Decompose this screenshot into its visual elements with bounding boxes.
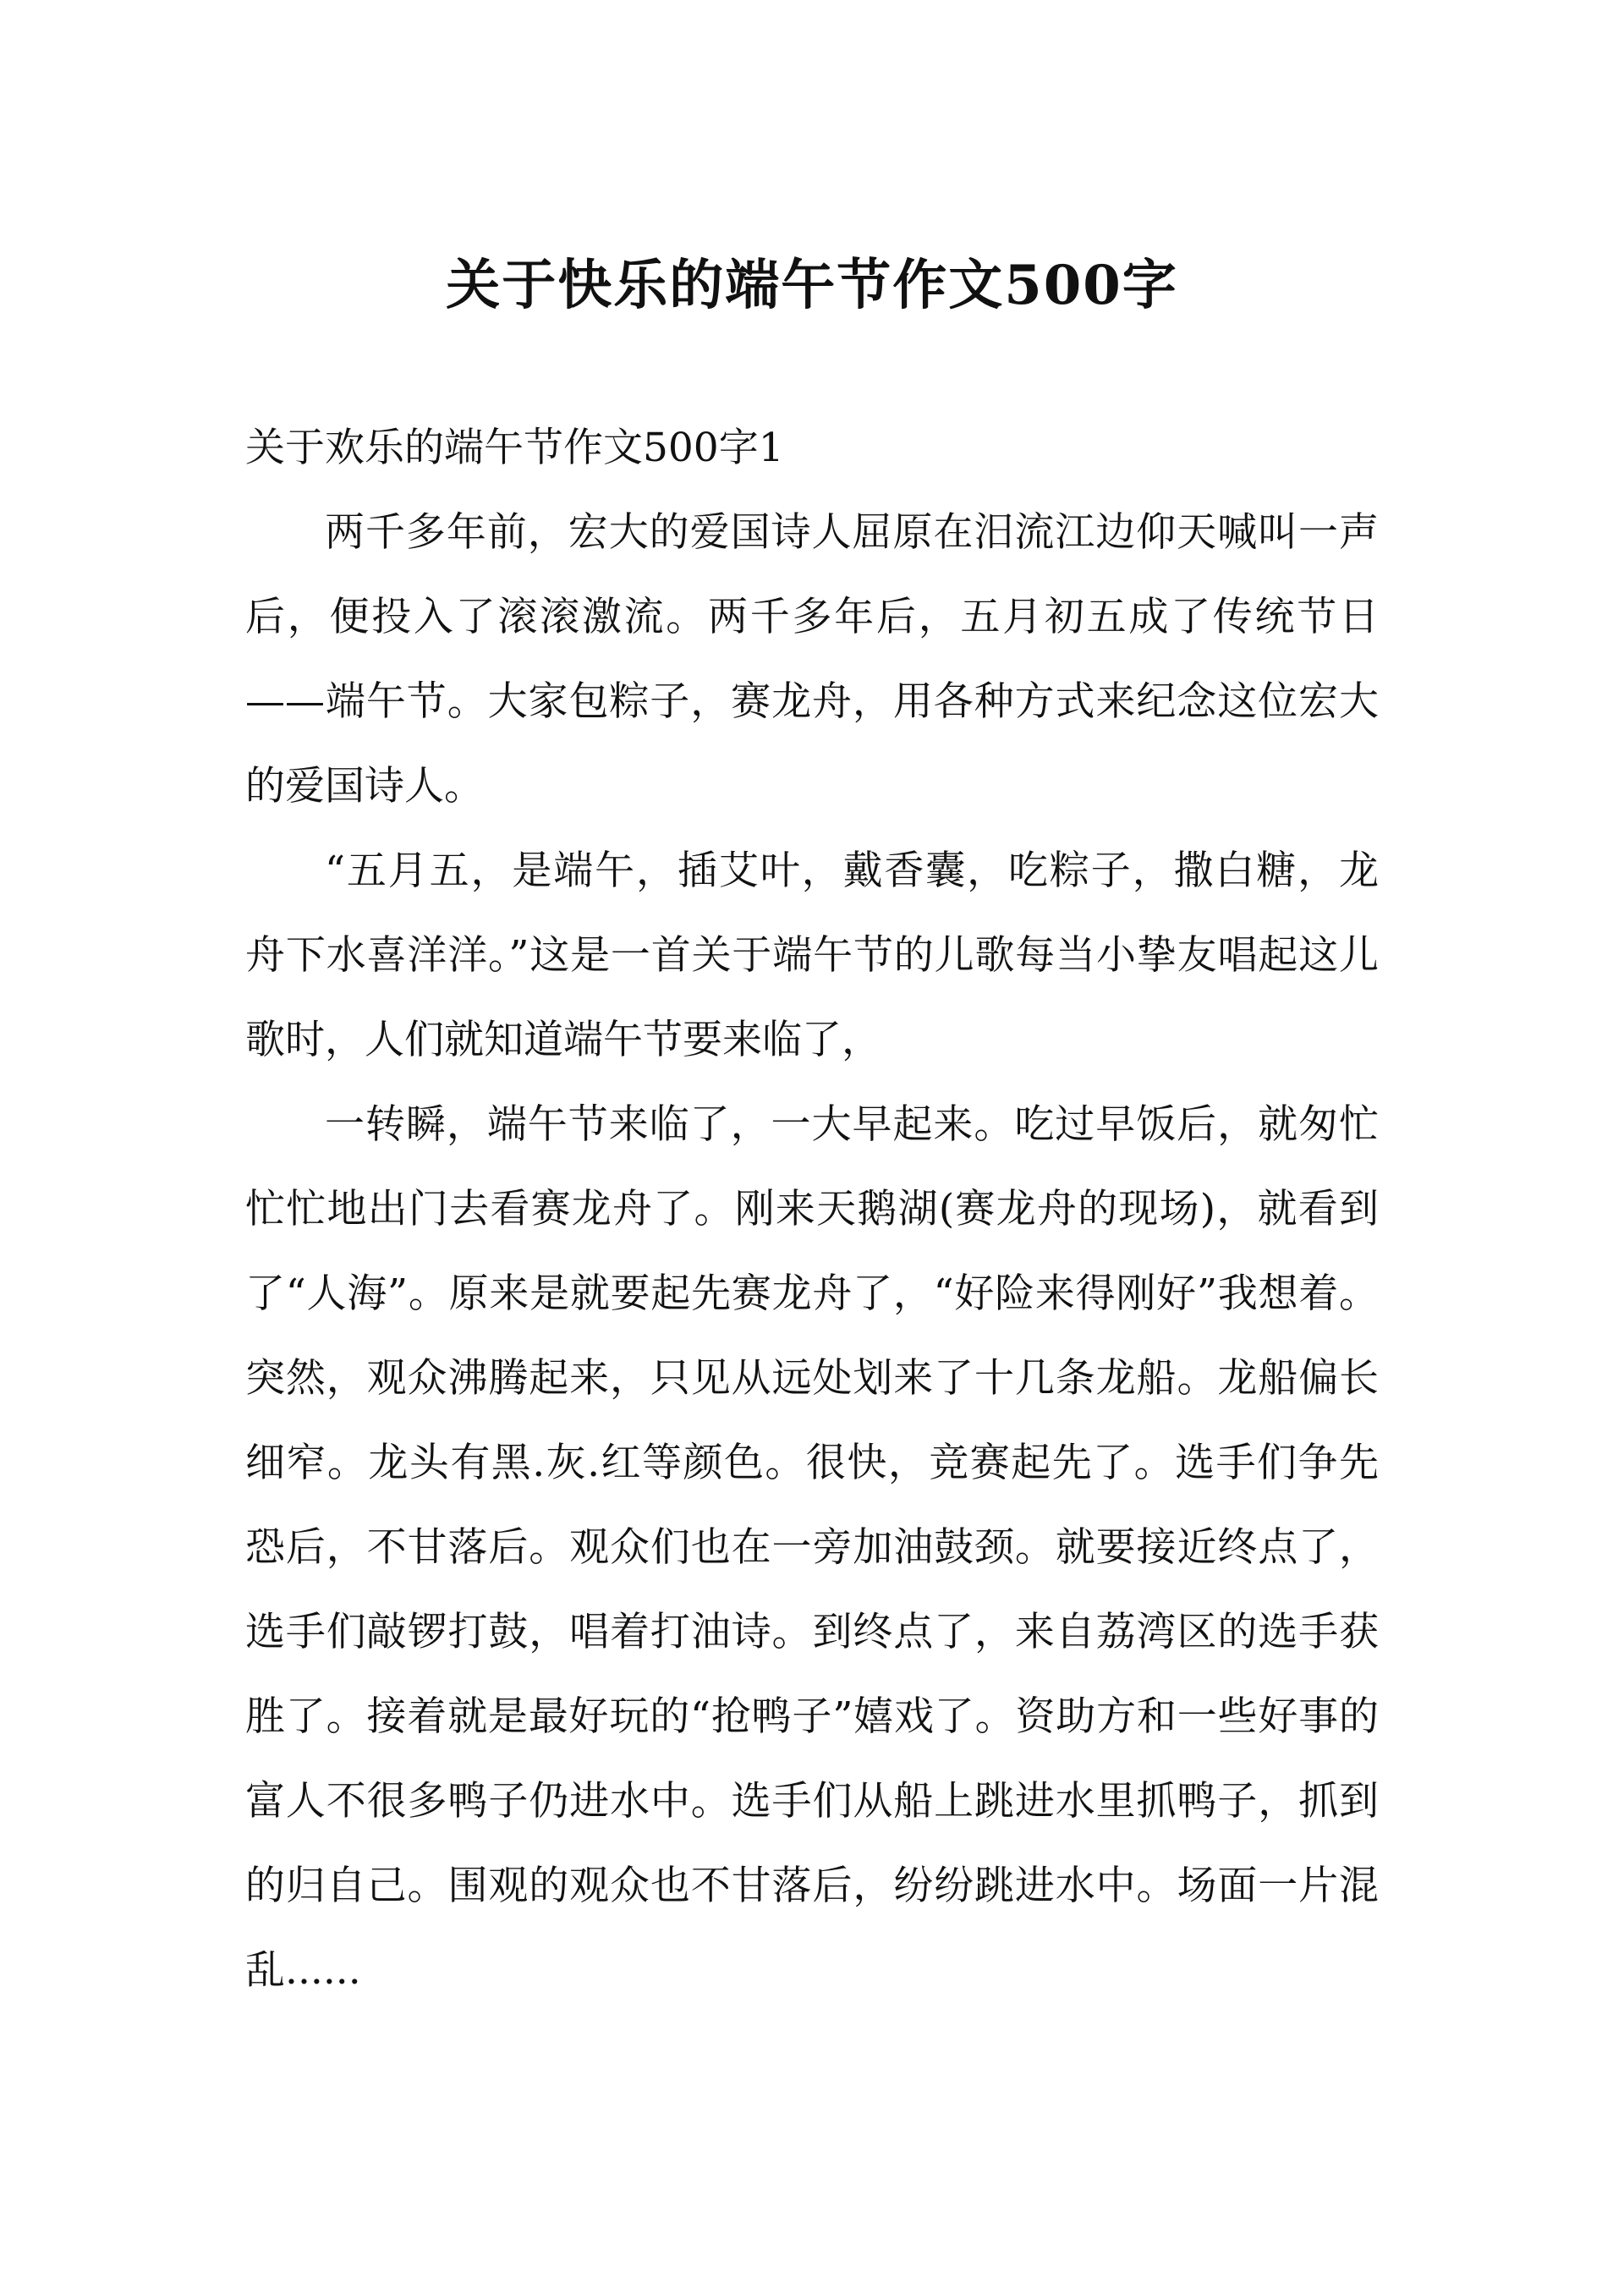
document-body <box>245 406 1379 2013</box>
paragraph-1: 两千多年前，宏大的爱国诗人屈原在汨流江边仰天喊叫一声后，便投入了滚滚激流。两千多年后，五月初五成了传统节日——端午节。大家包粽子，赛龙舟，用各种方式来纪念这位宏大的爱国诗人。 <box>245 509 1379 809</box>
paragraph-3: 一转瞬，端午节来临了，一大早起来。吃过早饭后，就匆忙忙忙地出门去看赛龙舟了。刚来天鹅湖(赛龙舟的现场)，就看到了“人海”。原来是就要起先赛龙舟了，“好险来得刚好”我想着。突然，观众沸腾起来，只见从远处划来了十几条龙船。龙船偏长细窄。龙头有黑.灰.红等颜色。很快，竞赛起先了。选手们争先恐后，不甘落后。观众们也在一旁加油鼓颈。就要接近终点了，选手们敲锣打鼓，唱着打油诗。到终点了，来自荔湾区的选手获胜了。接着就是最好玩的“抢鸭子”嬉戏了。资助方和一些好事的富人不很多鸭子仍进水中。选手们从船上跳进水里抓鸭子，抓到的归自己。围观的观众也不甘落后，纷纷跳进水中。场面一片混乱...... <box>245 1101 1379 1994</box>
section-heading: 关于欢乐的端午节作文500字1 <box>245 425 784 471</box>
document-title: 关于快乐的端午节作文500字 <box>446 254 1178 317</box>
paragraph-2: “五月五，是端午，插艾叶，戴香囊，吃粽子，撒白糖，龙舟下水喜洋洋。”这是一首关于端午节的儿歌每当小挚友唱起这儿歌时，人们就知道端午节要来临了， <box>245 848 1379 1063</box>
